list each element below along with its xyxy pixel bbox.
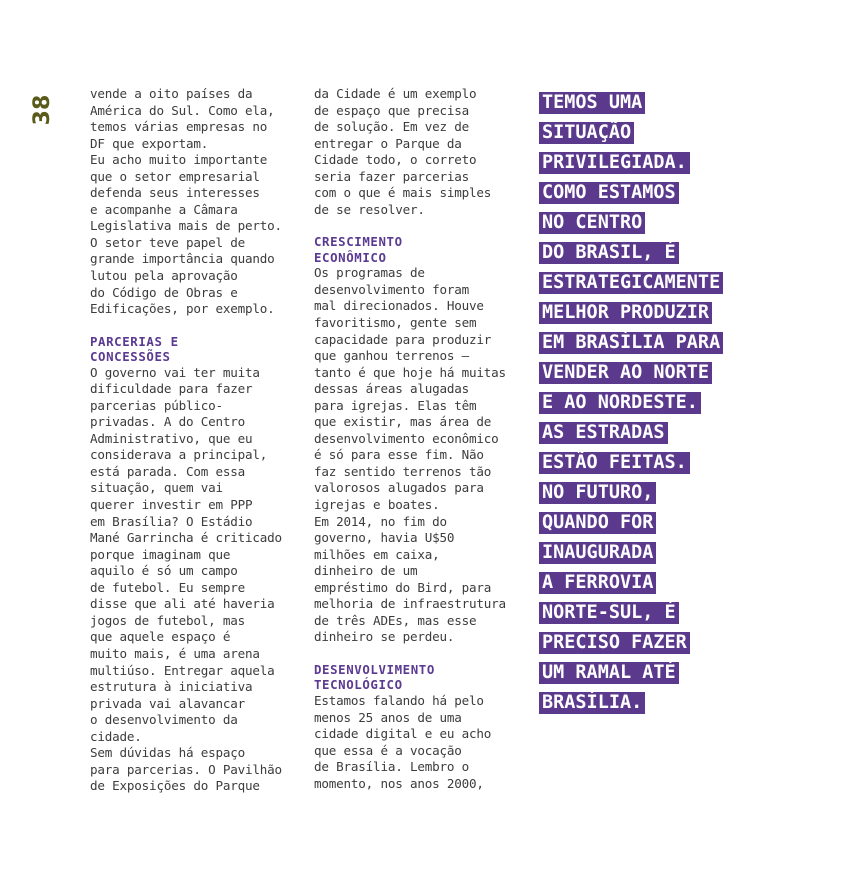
heading-line: ECONÔMICO — [314, 249, 387, 265]
text-line: muito mais, é uma arena — [90, 645, 260, 661]
pull-quote-text: EM BRASÍLIA PARA — [539, 332, 723, 354]
pull-quote-text: INAUGURADA — [539, 542, 656, 564]
text-line: de Brasília. Lembro o — [314, 759, 470, 775]
text-line: com o que é mais simples — [314, 185, 492, 201]
text-column-1 — [90, 86, 305, 795]
text-line: O setor teve papel de — [90, 234, 246, 250]
pull-quote-line — [539, 632, 799, 654]
text-line: América do Sul. Como ela, — [90, 102, 275, 118]
pull-quote — [539, 92, 799, 722]
text-line: desenvolvimento foram — [314, 281, 470, 297]
pull-quote-text: DO BRASIL, É — [539, 242, 679, 264]
text-line: de três ADEs, mas esse — [314, 612, 477, 628]
pull-quote-line — [539, 302, 799, 324]
text-line: melhoria de infraestrutura — [314, 596, 506, 612]
text-line: Mané Garrincha é criticado — [90, 530, 282, 546]
text-line: Cidade todo, o correto — [314, 152, 477, 168]
pull-quote-text: COMO ESTAMOS — [539, 182, 679, 204]
pull-quote-line — [539, 212, 799, 234]
pull-quote-line — [539, 272, 799, 294]
paragraph-block — [90, 86, 305, 318]
section-heading — [90, 334, 305, 365]
text-line: cidade digital e eu acho — [314, 726, 492, 742]
text-line: que essa é a vocação — [314, 742, 462, 758]
paragraph-block — [90, 365, 305, 795]
pull-quote-line — [539, 512, 799, 534]
text-line: Os programas de — [314, 265, 425, 281]
text-line: menos 25 anos de uma — [314, 709, 462, 725]
text-line: faz sentido terrenos tão — [314, 463, 492, 479]
text-line: dessas áreas alugadas — [314, 381, 470, 397]
text-line: porque imaginam que — [90, 546, 231, 562]
text-line: o desenvolvimento da — [90, 712, 238, 728]
pull-quote-text: BRASÍLIA. — [539, 692, 645, 714]
pull-quote-line — [539, 422, 799, 444]
paragraph-block — [314, 86, 529, 218]
heading-line: TECNOLÓGICO — [314, 677, 403, 693]
pull-quote-line — [539, 242, 799, 264]
text-line: empréstimo do Bird, para — [314, 579, 492, 595]
pull-quote-line — [539, 362, 799, 384]
text-line: valorosos alugados para — [314, 480, 484, 496]
text-line: entregar o Parque da — [314, 135, 462, 151]
pull-quote-line — [539, 482, 799, 504]
heading-line: CRESCIMENTO — [314, 234, 403, 250]
text-line: para parcerias. O Pavilhão — [90, 761, 282, 777]
text-line: Eu acho muito importante — [90, 152, 268, 168]
pull-quote-text: A FERROVIA — [539, 572, 656, 594]
pull-quote-text: UM RAMAL ATÉ — [539, 662, 679, 684]
heading-line: CONCESSÕES — [90, 349, 171, 365]
pull-quote-line — [539, 662, 799, 684]
pull-quote-line — [539, 182, 799, 204]
pull-quote-text: VENDER AO NORTE — [539, 362, 712, 384]
paragraph-block — [314, 265, 529, 646]
text-line: querer investir em PPP — [90, 497, 253, 513]
pull-quote-line — [539, 92, 799, 114]
pull-quote-text: AS ESTRADAS — [539, 422, 668, 444]
text-line: dinheiro se perdeu. — [314, 629, 455, 645]
text-line: considerava a principal, — [90, 447, 268, 463]
text-line: favoritismo, gente sem — [314, 315, 477, 331]
pull-quote-line — [539, 602, 799, 624]
text-line: jogos de futebol, mas — [90, 612, 246, 628]
section-heading — [314, 234, 529, 265]
text-line: está parada. Com essa — [90, 463, 246, 479]
text-line: Administrativo, que eu — [90, 430, 253, 446]
text-line: seria fazer parcerias — [314, 168, 470, 184]
text-line: de Exposições do Parque — [90, 778, 260, 794]
pull-quote-text: SITUAÇÃO — [539, 122, 634, 144]
text-line: O governo vai ter muita — [90, 364, 260, 380]
text-line: governo, havia U$50 — [314, 530, 455, 546]
text-line: igrejas e boates. — [314, 497, 440, 513]
text-line: temos várias empresas no — [90, 119, 268, 135]
text-line: para igrejas. Elas têm — [314, 397, 477, 413]
pull-quote-text: QUANDO FOR — [539, 512, 656, 534]
text-line: cidade. — [90, 728, 142, 744]
text-line: de solução. Em vez de — [314, 119, 470, 135]
pull-quote-text: NO CENTRO — [539, 212, 645, 234]
text-line: vende a oito países da — [90, 86, 253, 101]
text-line: grande importância quando — [90, 251, 275, 267]
text-line: milhões em caixa, — [314, 546, 440, 562]
text-line: Estamos falando há pelo — [314, 692, 484, 708]
text-line: dinheiro de um — [314, 563, 418, 579]
text-line: parcerias público- — [90, 397, 223, 413]
text-line: privadas. A do Centro — [90, 414, 246, 430]
text-line: que ganhou terrenos — — [314, 348, 470, 364]
text-line: que aquele espaço é — [90, 629, 231, 645]
heading-line: PARCERIAS E — [90, 333, 179, 349]
pull-quote-text: MELHOR PRODUZIR — [539, 302, 712, 324]
paragraph-block — [314, 693, 529, 792]
pull-quote-line — [539, 122, 799, 144]
pull-quote-line — [539, 572, 799, 594]
text-line: em Brasília? O Estádio — [90, 513, 253, 529]
pull-quote-text: ESTRATEGICAMENTE — [539, 272, 723, 294]
text-line: Edificações, por exemplo. — [90, 301, 275, 317]
pull-quote-text: E AO NORDESTE. — [539, 392, 701, 414]
pull-quote-text: NORTE-SUL, É — [539, 602, 679, 624]
text-line: aquilo é só um campo — [90, 563, 238, 579]
text-line: lutou pela aprovação — [90, 268, 238, 284]
text-line: Legislativa mais de perto. — [90, 218, 282, 234]
text-line: que o setor empresarial — [90, 168, 260, 184]
pull-quote-text: ESTÃO FEITAS. — [539, 452, 690, 474]
pull-quote-line — [539, 692, 799, 714]
text-line: que existir, mas área de — [314, 414, 492, 430]
text-line: disse que ali até haveria — [90, 596, 275, 612]
text-line: DF que exportam. — [90, 135, 209, 151]
text-line: tanto é que hoje há muitas — [314, 364, 506, 380]
pull-quote-line — [539, 542, 799, 564]
pull-quote-line — [539, 152, 799, 174]
text-line: Sem dúvidas há espaço — [90, 745, 246, 761]
text-line: privada vai alavancar — [90, 695, 246, 711]
pull-quote-text: PRIVILEGIADA. — [539, 152, 690, 174]
text-line: dificuldade para fazer — [90, 381, 253, 397]
text-line: de espaço que precisa — [314, 102, 470, 118]
page-number: 38 — [29, 94, 55, 126]
text-line: momento, nos anos 2000, — [314, 775, 484, 791]
text-line: situação, quem vai — [90, 480, 223, 496]
pull-quote-text: NO FUTURO, — [539, 482, 656, 504]
text-line: desenvolvimento econômico — [314, 430, 499, 446]
text-line: de se resolver. — [314, 201, 425, 217]
text-line: do Código de Obras e — [90, 284, 238, 300]
text-line: mal direcionados. Houve — [314, 298, 484, 314]
text-line: capacidade para produzir — [314, 331, 492, 347]
section-heading — [314, 662, 529, 693]
text-line: e acompanhe a Câmara — [90, 201, 238, 217]
pull-quote-line — [539, 392, 799, 414]
heading-line: DESENVOLVIMENTO — [314, 661, 435, 677]
text-line: de futebol. Eu sempre — [90, 579, 246, 595]
pull-quote-line — [539, 452, 799, 474]
pull-quote-text: TEMOS UMA — [539, 92, 645, 114]
text-line: multiúso. Entregar aquela — [90, 662, 275, 678]
pull-quote-text: PRECISO FAZER — [539, 632, 690, 654]
text-line: Em 2014, no fim do — [314, 513, 447, 529]
pull-quote-line — [539, 332, 799, 354]
text-line: da Cidade é um exemplo — [314, 86, 477, 101]
text-line: é só para esse fim. Não — [314, 447, 484, 463]
text-line: defenda seus interesses — [90, 185, 260, 201]
text-column-2 — [314, 86, 529, 792]
text-line: estrutura à iniciativa — [90, 679, 253, 695]
